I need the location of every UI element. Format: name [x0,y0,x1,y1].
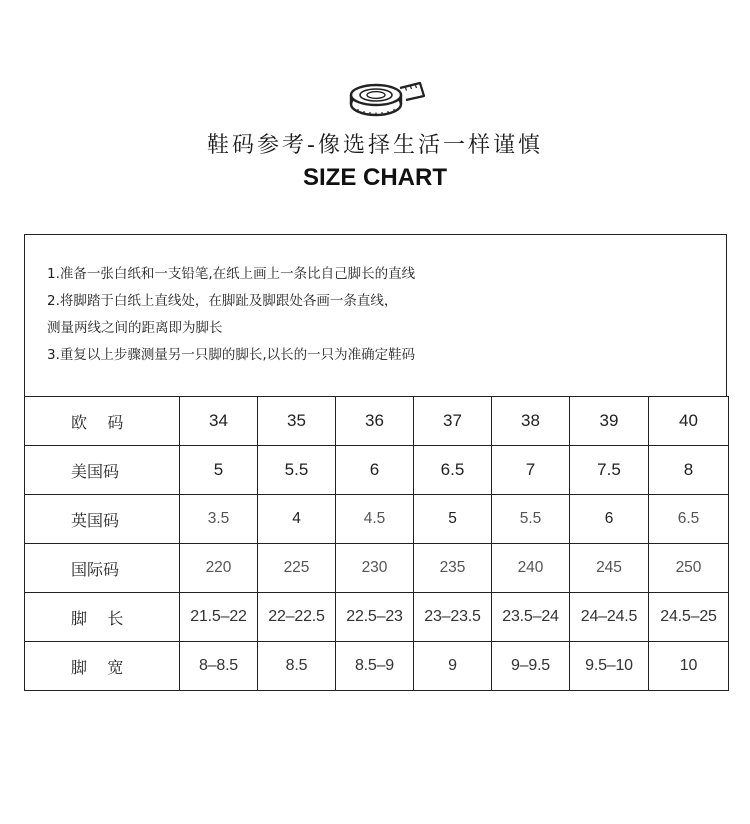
table-cell: 5 [180,446,258,495]
page-subtitle: SIZE CHART [303,164,447,191]
table-cell: 23.5–24 [492,593,570,642]
table-cell: 8 [649,446,729,495]
table-cell: 6 [336,446,414,495]
table-row-uk [25,495,729,544]
table-row-us [25,446,729,495]
table-cell: 7.5 [570,446,649,495]
table-cell: 7 [492,446,570,495]
table-cell: 4 [258,495,336,544]
table-cell: 24–24.5 [570,593,649,642]
table-cell: 6.5 [649,495,729,544]
table-cell: 8.5–9 [336,642,414,691]
table-cell: 5 [414,495,492,544]
table-cell: 5.5 [258,446,336,495]
row-label: 脚 宽 [25,642,180,691]
page-title: 鞋码参考-像选择生活一样谨慎 [207,133,543,158]
row-label: 脚 长 [25,593,180,642]
table-cell: 225 [258,544,336,593]
instruction-line: 1.准备一张白纸和一支铅笔,在纸上画上一条比自己脚长的直线 [47,266,416,282]
row-label: 国际码 [25,544,180,593]
table-cell: 22.5–23 [336,593,414,642]
table-cell: 250 [649,544,729,593]
table-cell: 8–8.5 [180,642,258,691]
table-cell: 23–23.5 [414,593,492,642]
table-row-intl [25,544,729,593]
table-cell: 39 [570,397,649,446]
table-cell: 9 [414,642,492,691]
table-cell: 40 [649,397,729,446]
table-cell: 34 [180,397,258,446]
table-cell: 235 [414,544,492,593]
table-cell: 4.5 [336,495,414,544]
table-cell: 220 [180,544,258,593]
row-label: 欧 码 [25,397,180,446]
table-cell: 9–9.5 [492,642,570,691]
table-cell: 24.5–25 [649,593,729,642]
instruction-line: 3.重复以上步骤测量另一只脚的脚长,以长的一只为准确定鞋码 [47,347,416,363]
table-row-eu [25,397,729,446]
table-cell: 6.5 [414,446,492,495]
size-table [24,396,729,691]
table-cell: 22–22.5 [258,593,336,642]
table-cell: 240 [492,544,570,593]
table-row-foot-length [25,593,729,642]
table-cell: 38 [492,397,570,446]
instruction-line: 测量两线之间的距离即为脚长 [47,320,223,336]
table-cell: 3.5 [180,495,258,544]
table-cell: 9.5–10 [570,642,649,691]
instruction-line: 2.将脚踏于白纸上直线处，在脚趾及脚跟处各画一条直线， [47,293,398,309]
table-cell: 36 [336,397,414,446]
row-label: 美国码 [25,446,180,495]
table-cell: 230 [336,544,414,593]
table-cell: 6 [570,495,649,544]
table-cell: 245 [570,544,649,593]
table-cell: 21.5–22 [180,593,258,642]
measuring-tape-icon [348,80,426,120]
table-cell: 37 [414,397,492,446]
table-cell: 35 [258,397,336,446]
table-cell: 8.5 [258,642,336,691]
table-cell: 5.5 [492,495,570,544]
measurement-instructions [24,234,727,396]
table-row-foot-width [25,642,729,691]
table-cell: 10 [649,642,729,691]
row-label: 英国码 [25,495,180,544]
